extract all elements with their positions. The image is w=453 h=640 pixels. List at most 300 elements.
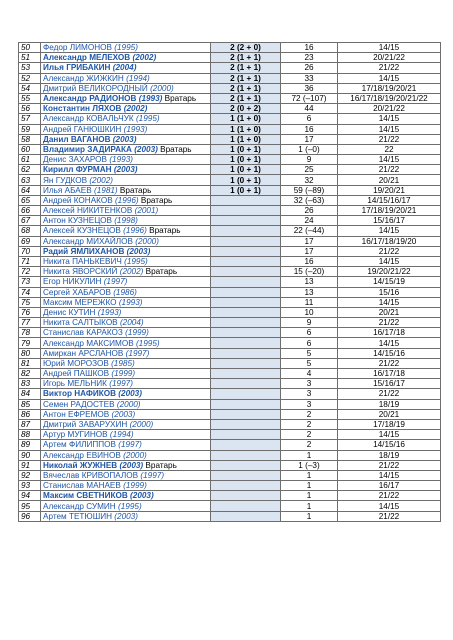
player-last-name: РАДИОНОВ [89,94,137,104]
table-row [19,379,441,389]
table-row [19,460,441,470]
player-last-name: КОНАКОВ [73,195,113,205]
games-cell: 26 [281,206,338,216]
player-name-cell [41,481,211,491]
player-last-name: ВЕЛИКОРОДНЫЙ [78,83,148,93]
games-cell: 13 [281,277,338,287]
seasons-cell: 14/15/16/17 [338,195,441,205]
table-row [19,318,441,328]
seasons-cell: 20/21 [338,409,441,419]
player-birth-year: (1997) [103,277,128,287]
player-name-cell [41,114,211,124]
seasons-cell: 14/15 [338,114,441,124]
seasons-cell: 21/22 [338,460,441,470]
player-first-name: Ян [43,175,54,185]
player-name-cell [41,307,211,317]
player-birth-year: (1993) [123,124,148,134]
player-position-note: Вратарь [138,195,173,205]
player-first-name: Радий [43,246,69,256]
table-row [19,144,441,154]
games-cell: 1 [281,511,338,521]
games-cell: 3 [281,379,338,389]
player-name-cell [41,256,211,266]
row-number-cell: 89 [19,440,41,450]
player-birth-year: (1995) [135,338,160,348]
player-name-cell [41,358,211,368]
points-cell: 1 (0 + 1) [211,165,281,175]
player-position-note: Вратарь [117,185,152,195]
games-cell: 5 [281,358,338,368]
table-row [19,43,441,53]
games-cell: 2 [281,430,338,440]
row-number-cell: 60 [19,144,41,154]
games-cell: 6 [281,328,338,338]
player-name-cell [41,73,211,83]
table-row [19,491,441,501]
points-cell [211,307,281,317]
row-number-cell: 86 [19,409,41,419]
player-name-cell [41,287,211,297]
games-cell: 3 [281,399,338,409]
games-cell: 2 [281,409,338,419]
table-row [19,338,441,348]
row-number-cell: 66 [19,206,41,216]
seasons-cell: 21/22 [338,358,441,368]
row-number-cell: 75 [19,297,41,307]
player-first-name: Максим [43,297,73,307]
player-name-cell [41,277,211,287]
player-name-cell [41,144,211,154]
seasons-cell: 16/17/18 [338,369,441,379]
points-cell: 1 (0 + 1) [211,144,281,154]
player-first-name: Никита [43,318,70,328]
player-birth-year: (1999) [123,481,147,491]
player-birth-year: (1993) [138,94,163,104]
player-position-note: Вратарь [143,460,177,470]
player-first-name: Станислав [43,481,84,491]
player-last-name: МОРОЗОВ [67,358,109,368]
row-number-cell: 64 [19,185,41,195]
seasons-cell: 21/22 [338,134,441,144]
player-first-name: Андрей [43,369,72,379]
seasons-cell: 14/15 [338,297,441,307]
player-first-name: Андрей [43,124,72,134]
table-row [19,124,441,134]
player-first-name: Дмитрий [43,83,77,93]
player-first-name: Антон [43,409,66,419]
player-name-cell [41,460,211,470]
seasons-cell: 14/15/19 [338,277,441,287]
points-cell [211,369,281,379]
player-first-name: Артем [43,440,67,450]
seasons-cell: 22 [338,144,441,154]
points-cell: 2 (1 + 1) [211,63,281,73]
player-last-name: АРСЛАНОВ [78,348,124,358]
seasons-cell: 16/17/18 [338,328,441,338]
player-last-name: АБАЕВ [64,185,92,195]
player-birth-year: (1997) [125,348,150,358]
points-cell: 1 (0 + 1) [211,155,281,165]
row-number-cell: 61 [19,155,41,165]
player-name-cell [41,440,211,450]
player-name-cell [41,297,211,307]
player-last-name: КУЗНЕЦОВ [68,216,112,226]
points-cell [211,430,281,440]
row-number-cell: 57 [19,114,41,124]
row-number-cell: 55 [19,93,41,103]
table-row [19,63,441,73]
player-birth-year: (1999) [111,369,136,379]
player-last-name: ЖУЖНЕВ [79,460,118,470]
player-last-name: КОВАЛЬЧУК [86,114,134,124]
row-number-cell: 67 [19,216,41,226]
player-last-name: ЕВИНОВ [86,450,121,460]
table-row [19,358,441,368]
player-birth-year: (2002) [89,175,113,185]
player-last-name: КУТИН [68,307,96,317]
player-last-name: КАРАКОЗ [86,328,123,338]
player-last-name: ТЕТЮШИН [68,511,113,521]
player-birth-year: (2003) [113,165,138,175]
player-first-name: Максим [43,491,75,501]
games-cell: 26 [281,63,338,73]
points-cell [211,440,281,450]
seasons-cell: 14/15/16 [338,348,441,358]
table-row [19,470,441,480]
row-number-cell: 93 [19,481,41,491]
player-position-note: Вратарь [162,94,197,104]
seasons-cell: 17/18/19/20/21 [338,83,441,93]
table-row [19,185,441,195]
games-cell: 1 (–0) [281,144,338,154]
player-first-name: Сергей [43,287,70,297]
games-cell: 6 [281,114,338,124]
row-number-cell: 63 [19,175,41,185]
player-name-cell [41,470,211,480]
player-last-name: МЕРЕЖКО [74,297,117,307]
points-cell [211,328,281,338]
player-name-cell [41,501,211,511]
games-cell: 4 [281,369,338,379]
player-last-name: ЖИЖКИН [86,73,124,83]
points-cell [211,246,281,256]
points-cell [211,236,281,246]
table-row [19,104,441,114]
seasons-cell: 20/21 [338,307,441,317]
seasons-cell: 16/17 [338,481,441,491]
games-cell: 17 [281,246,338,256]
player-first-name: Кирилл [43,165,74,175]
row-number-cell: 56 [19,104,41,114]
games-cell: 15 (–20) [281,267,338,277]
player-first-name: Александр [43,53,87,63]
games-cell: 36 [281,83,338,93]
row-number-cell: 83 [19,379,41,389]
seasons-cell: 15/16 [338,287,441,297]
player-birth-year: (1997) [118,440,142,450]
seasons-cell: 20/21/22 [338,104,441,114]
table-row [19,216,441,226]
player-first-name: Александр [43,501,84,511]
player-birth-year: (2003) [134,144,158,154]
table-row [19,369,441,379]
player-last-name: ПАШКОВ [73,369,110,379]
player-stats-table [18,42,441,522]
games-cell: 16 [281,124,338,134]
player-first-name: Николай [43,460,78,470]
seasons-cell: 20/21 [338,175,441,185]
table-row [19,307,441,317]
player-first-name: Вячеслав [43,470,80,480]
games-cell: 23 [281,53,338,63]
player-first-name: Егор [43,277,61,287]
seasons-cell: 14/15 [338,43,441,53]
player-first-name: Денис [43,307,67,317]
table-row [19,440,441,450]
games-cell: 33 [281,73,338,83]
seasons-cell: 18/19 [338,399,441,409]
player-first-name: Денис [43,155,67,165]
points-cell [211,358,281,368]
player-name-cell [41,134,211,144]
points-cell [211,470,281,480]
games-cell: 24 [281,216,338,226]
row-number-cell: 68 [19,226,41,236]
player-first-name: Федор [43,43,68,53]
row-number-cell: 54 [19,83,41,93]
seasons-cell: 14/15 [338,338,441,348]
player-name-cell [41,175,211,185]
games-cell: 1 [281,481,338,491]
player-last-name: ЗАДИРАКА [87,144,132,154]
points-cell [211,318,281,328]
row-number-cell: 70 [19,246,41,256]
player-last-name: ЛИМОНОВ [69,43,112,53]
player-last-name: МУГИНОВ [67,430,108,440]
seasons-cell: 21/22 [338,165,441,175]
row-number-cell: 58 [19,134,41,144]
player-first-name: Виктор [43,389,72,399]
table-row [19,409,441,419]
games-cell: 17 [281,236,338,246]
player-name-cell [41,195,211,205]
player-name-cell [41,430,211,440]
player-name-cell [41,63,211,73]
table-row [19,267,441,277]
player-name-cell [41,206,211,216]
table-row [19,348,441,358]
player-last-name: ЯВОРСКИЙ [72,267,118,277]
table-row [19,481,441,491]
games-cell: 16 [281,256,338,266]
games-cell: 9 [281,155,338,165]
table-row [19,226,441,236]
player-first-name: Александр [43,236,84,246]
games-cell: 17 [281,134,338,144]
seasons-cell: 15/16/17 [338,379,441,389]
player-last-name: НИКИТЕНКОВ [76,206,133,216]
player-last-name: ЗАВАРУХИН [78,420,128,430]
player-first-name: Александр [43,450,84,460]
row-number-cell: 72 [19,267,41,277]
player-name-cell [41,53,211,63]
player-first-name: Станислав [43,328,84,338]
points-cell [211,481,281,491]
seasons-cell: 14/15 [338,124,441,134]
player-position-note: Вратарь [146,226,181,236]
seasons-cell: 21/22 [338,318,441,328]
player-first-name: Алексей [43,226,75,236]
seasons-cell: 14/15/16 [338,440,441,450]
seasons-cell: 14/15 [338,501,441,511]
player-birth-year: (2003) [118,389,142,399]
player-name-cell [41,185,211,195]
player-name-cell [41,83,211,93]
table-row [19,511,441,521]
player-birth-year: (1993) [109,155,133,165]
seasons-cell: 21/22 [338,389,441,399]
seasons-cell: 14/15 [338,155,441,165]
player-last-name: КУЗНЕЦОВ [76,226,121,236]
table-row [19,287,441,297]
row-number-cell: 91 [19,460,41,470]
seasons-cell: 21/22 [338,246,441,256]
games-cell: 44 [281,104,338,114]
row-number-cell: 51 [19,53,41,63]
row-number-cell: 76 [19,307,41,317]
player-stats-body [19,43,441,522]
player-last-name: ГАНЮШКИН [73,124,122,134]
player-birth-year: (2002) [123,104,148,114]
games-cell: 13 [281,287,338,297]
player-first-name: Александр [43,114,84,124]
games-cell: 2 [281,419,338,429]
points-cell [211,450,281,460]
player-last-name: ПАНЬКЕВИЧ [72,257,122,267]
row-number-cell: 84 [19,389,41,399]
player-birth-year: (2002) [119,267,144,277]
points-cell [211,460,281,470]
player-name-cell [41,226,211,236]
points-cell: 2 (2 + 0) [211,43,281,53]
player-position-note: Вратарь [143,267,178,277]
player-first-name: Андрей [43,195,72,205]
row-number-cell: 95 [19,501,41,511]
player-name-cell [41,216,211,226]
player-last-name: НАФИКОВ [74,389,117,399]
player-name-cell [41,165,211,175]
points-cell [211,379,281,389]
row-number-cell: 53 [19,63,41,73]
player-last-name: ГУДКОВ [55,175,88,185]
seasons-cell: 19/20/21 [338,185,441,195]
player-last-name: ГРИБАКИН [66,63,111,73]
seasons-cell: 21/22 [338,491,441,501]
player-name-cell [41,318,211,328]
player-name-cell [41,328,211,338]
player-birth-year: (1986) [113,287,137,297]
seasons-cell: 16/17/18/19/20 [338,236,441,246]
games-cell: 1 [281,470,338,480]
player-last-name: МАКСИМОВ [86,338,134,348]
player-birth-year: (1993) [97,307,122,317]
row-number-cell: 65 [19,195,41,205]
table-row [19,165,441,175]
games-cell: 9 [281,318,338,328]
player-name-cell [41,348,211,358]
player-birth-year: (2001) [134,206,159,216]
points-cell: 1 (1 + 0) [211,134,281,144]
points-cell [211,389,281,399]
player-first-name: Данил [43,134,69,144]
table-row [19,114,441,124]
points-cell [211,399,281,409]
player-last-name: МАНАЕВ [86,481,121,491]
player-last-name: ФИЛИППОВ [68,440,116,450]
player-last-name: ХАБАРОВ [72,287,111,297]
player-first-name: Артем [43,511,67,521]
games-cell: 1 (–3) [281,460,338,470]
row-number-cell: 69 [19,236,41,246]
seasons-cell: 17/18/19 [338,419,441,429]
player-last-name: НИКУЛИН [62,277,102,287]
seasons-cell: 21/22 [338,63,441,73]
table-row [19,93,441,103]
player-name-cell [41,389,211,399]
seasons-cell: 19/20/21/22 [338,267,441,277]
player-first-name: Александр [43,94,87,104]
row-number-cell: 78 [19,328,41,338]
points-cell [211,277,281,287]
player-name-cell [41,399,211,409]
player-birth-year: (1994) [109,430,134,440]
player-first-name: Юрий [43,358,65,368]
player-last-name: МЕЛЬНИК [67,379,107,389]
player-birth-year: (1995) [124,257,148,267]
games-cell: 6 [281,338,338,348]
points-cell [211,226,281,236]
points-cell [211,409,281,419]
player-birth-year: (1996) [114,195,139,205]
player-birth-year: (1999) [125,328,149,338]
player-last-name: РАДОСТЕВ [70,399,115,409]
points-cell: 1 (1 + 0) [211,124,281,134]
player-first-name: Никита [43,257,70,267]
player-last-name: СУМИН [86,501,116,511]
table-row [19,206,441,216]
player-name-cell [41,43,211,53]
player-last-name: СВЕТНИКОВ [76,491,128,501]
row-number-cell: 82 [19,369,41,379]
player-position-note: Вратарь [157,144,192,154]
table-row [19,399,441,409]
games-cell: 1 [281,491,338,501]
table-row [19,419,441,429]
table-row [19,195,441,205]
table-row [19,297,441,307]
player-birth-year: (1996) [123,226,147,236]
points-cell: 1 (0 + 1) [211,175,281,185]
games-cell: 1 [281,501,338,511]
table-row [19,53,441,63]
points-cell: 1 (0 + 1) [211,185,281,195]
player-first-name: Владимир [43,144,85,154]
player-birth-year: (2003) [112,134,137,144]
points-cell [211,206,281,216]
games-cell: 10 [281,307,338,317]
player-birth-year: (2000) [123,450,147,460]
player-name-cell [41,379,211,389]
